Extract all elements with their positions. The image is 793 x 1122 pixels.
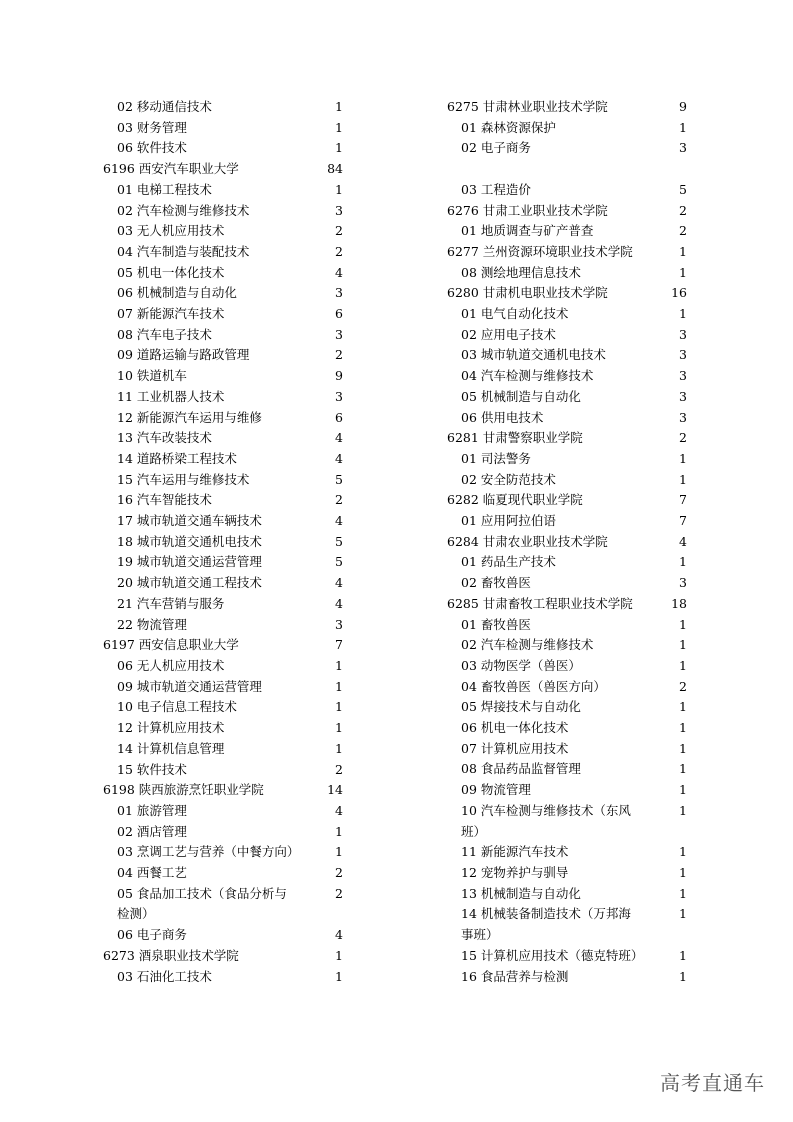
- school-row: [447, 532, 687, 553]
- major-row: [447, 573, 687, 594]
- major-name: 12 宠物养护与驯导: [461, 865, 569, 880]
- major-row: [447, 677, 687, 698]
- enrollment-count: 1: [335, 947, 343, 963]
- major-name: 14 机械装备制造技术（万邦海事班）: [461, 906, 631, 943]
- major-name: 04 汽车制造与装配技术: [117, 243, 250, 259]
- enrollment-count: 7: [335, 637, 343, 653]
- major-name: 05 机械制造与自动化: [461, 388, 581, 404]
- school-name: 6284 甘肃农业职业技术学院: [447, 533, 608, 549]
- enrollment-count: 3: [679, 368, 687, 384]
- major-row: [447, 863, 687, 884]
- major-row: [447, 511, 687, 532]
- school-row: [447, 428, 687, 449]
- major-name: 07 计算机应用技术: [461, 740, 569, 756]
- major-name: 10 铁道机车: [117, 368, 187, 384]
- major-row: [103, 760, 343, 781]
- major-row: [447, 138, 687, 159]
- major-name: 09 道路运输与路政管理: [117, 347, 250, 363]
- major-row: [103, 325, 343, 346]
- major-name: 06 机械制造与自动化: [117, 285, 237, 301]
- major-row: [103, 201, 343, 222]
- major-row: [103, 842, 343, 863]
- major-row: [103, 511, 343, 532]
- major-name: 02 移动通信技术: [117, 99, 212, 114]
- major-row: [447, 345, 687, 366]
- major-name: 11 新能源汽车技术: [461, 844, 569, 860]
- major-name: 03 财务管理: [117, 119, 187, 135]
- major-row: [103, 615, 343, 636]
- enrollment-count: 4: [335, 595, 343, 611]
- enrollment-count: 7: [679, 513, 687, 529]
- major-name: 15 软件技术: [117, 761, 187, 777]
- school-row: [103, 946, 343, 967]
- enrollment-count: 2: [335, 223, 343, 239]
- major-name: 01 应用阿拉伯语: [461, 513, 556, 529]
- major-row: [447, 739, 687, 760]
- school-row: [447, 490, 687, 511]
- major-row: [103, 283, 343, 304]
- enrollment-count: 2: [335, 885, 343, 901]
- enrollment-count: 3: [679, 326, 687, 342]
- major-row: [447, 552, 687, 573]
- school-row: [103, 635, 343, 656]
- enrollment-count: 2: [335, 492, 343, 508]
- major-row: [447, 946, 687, 967]
- major-name: 03 石油化工技术: [117, 968, 212, 984]
- major-row: [447, 366, 687, 387]
- enrollment-count: 1: [335, 699, 343, 715]
- major-name: 19 城市轨道交通运营管理: [117, 554, 262, 570]
- major-name: 02 酒店管理: [117, 823, 187, 839]
- enrollment-count: 1: [679, 740, 687, 756]
- enrollment-count: 1: [679, 782, 687, 798]
- left-column: [103, 97, 343, 987]
- enrollment-count: 2: [679, 678, 687, 694]
- major-name: 15 计算机应用技术（德克特班）: [461, 947, 644, 963]
- enrollment-count: 3: [335, 388, 343, 404]
- enrollment-count: 1: [335, 99, 343, 114]
- major-name: 01 畜牧兽医: [461, 616, 531, 632]
- major-row: [103, 739, 343, 760]
- major-row: [447, 656, 687, 677]
- major-row: [447, 118, 687, 139]
- major-row: [103, 573, 343, 594]
- major-row: [103, 677, 343, 698]
- enrollment-count: 1: [679, 720, 687, 736]
- school-row: [103, 159, 343, 180]
- major-name: 05 机电一体化技术: [117, 264, 225, 280]
- school-name: 6197 西安信息职业大学: [103, 637, 239, 653]
- major-row: [447, 263, 687, 284]
- enrollment-count: 4: [335, 513, 343, 529]
- enrollment-count: 3: [335, 326, 343, 342]
- major-name: 12 计算机应用技术: [117, 720, 225, 736]
- enrollment-count: 2: [335, 347, 343, 363]
- major-row: [447, 635, 687, 656]
- enrollment-count: 3: [679, 575, 687, 591]
- enrollment-count: 1: [335, 720, 343, 736]
- major-name: 01 药品生产技术: [461, 554, 556, 570]
- major-name: 22 物流管理: [117, 616, 187, 632]
- major-name: 03 动物医学（兽医）: [461, 657, 581, 673]
- school-name: 6276 甘肃工业职业技术学院: [447, 202, 608, 218]
- major-name: 02 应用电子技术: [461, 326, 556, 342]
- major-name: 01 司法警务: [461, 450, 531, 466]
- major-name: 12 新能源汽车运用与维修: [117, 409, 262, 425]
- major-name: 02 汽车检测与维修技术: [117, 202, 250, 218]
- major-row: [103, 221, 343, 242]
- enrollment-count: 4: [335, 450, 343, 466]
- major-row: [103, 697, 343, 718]
- school-name: 6277 兰州资源环境职业技术学院: [447, 243, 633, 259]
- school-row: [447, 242, 687, 263]
- major-row: [103, 408, 343, 429]
- school-row: [447, 97, 687, 118]
- major-row: [447, 759, 687, 780]
- watermark-text: 高考直通车: [660, 1071, 765, 1095]
- major-row: [103, 718, 343, 739]
- enrollment-count: 18: [671, 595, 687, 611]
- major-row: [103, 263, 343, 284]
- major-row: [103, 304, 343, 325]
- enrollment-count: 14: [327, 782, 343, 798]
- major-name: 06 机电一体化技术: [461, 720, 569, 736]
- major-row: [447, 718, 687, 739]
- major-row: [103, 656, 343, 677]
- enrollment-count: 1: [679, 450, 687, 466]
- major-name: 02 畜牧兽医: [461, 575, 531, 591]
- major-row: [103, 97, 343, 118]
- major-row: [103, 967, 343, 988]
- major-name: 15 汽车运用与维修技术: [117, 471, 250, 487]
- major-name: 08 食品药品监督管理: [461, 761, 581, 777]
- major-name: 06 软件技术: [117, 140, 187, 156]
- major-name: 03 无人机应用技术: [117, 223, 225, 239]
- enrollment-count: 5: [335, 471, 343, 487]
- enrollment-count: 7: [679, 492, 687, 508]
- major-row: [103, 470, 343, 491]
- enrollment-count: 1: [335, 844, 343, 860]
- major-row: [103, 366, 343, 387]
- enrollment-count: 1: [679, 637, 687, 653]
- major-name: 04 汽车检测与维修技术: [461, 368, 594, 384]
- school-row: [447, 201, 687, 222]
- major-name: 02 电子商务: [461, 140, 531, 156]
- major-name: 17 城市轨道交通车辆技术: [117, 513, 262, 529]
- major-row: [447, 408, 687, 429]
- enrollment-count: 1: [679, 554, 687, 570]
- major-name: 14 计算机信息管理: [117, 740, 225, 756]
- enrollment-count: 2: [335, 761, 343, 777]
- enrollment-count: 4: [335, 802, 343, 818]
- major-name: 09 物流管理: [461, 782, 531, 798]
- enrollment-count: 1: [679, 761, 687, 777]
- enrollment-count: 4: [679, 533, 687, 549]
- major-row: [103, 594, 343, 615]
- enrollment-count: 1: [679, 844, 687, 860]
- major-row: [447, 697, 687, 718]
- major-name: 16 汽车智能技术: [117, 492, 212, 508]
- major-name: 01 旅游管理: [117, 802, 187, 818]
- enrollment-count: 3: [679, 140, 687, 156]
- enrollment-count: 1: [335, 740, 343, 756]
- school-name: 6275 甘肃林业职业技术学院: [447, 99, 608, 114]
- enrollment-count: 1: [335, 140, 343, 156]
- enrollment-count: 6: [335, 409, 343, 425]
- major-row: [103, 428, 343, 449]
- major-row: [103, 532, 343, 553]
- enrollment-count: 9: [679, 99, 687, 114]
- school-name: 6282 临夏现代职业学院: [447, 492, 583, 508]
- enrollment-count: 4: [335, 430, 343, 446]
- school-name: 6280 甘肃机电职业技术学院: [447, 285, 608, 301]
- major-row: [103, 863, 343, 884]
- enrollment-count: 4: [335, 264, 343, 280]
- major-row: [103, 801, 343, 822]
- enrollment-count: 1: [679, 802, 687, 818]
- major-name: 13 汽车改装技术: [117, 430, 212, 446]
- enrollment-count: 4: [335, 575, 343, 591]
- enrollment-count: 2: [335, 243, 343, 259]
- school-row: [447, 594, 687, 615]
- enrollment-count: 1: [679, 906, 687, 922]
- major-row: [103, 449, 343, 470]
- major-row: [447, 449, 687, 470]
- major-row: [103, 884, 343, 925]
- enrollment-count: 3: [679, 347, 687, 363]
- major-row: [103, 345, 343, 366]
- enrollment-count: 1: [679, 699, 687, 715]
- major-row: [447, 304, 687, 325]
- blank-row: [447, 159, 687, 180]
- major-row: [447, 904, 687, 945]
- major-row: [103, 925, 343, 946]
- major-name: 08 测绘地理信息技术: [461, 264, 581, 280]
- major-name: 01 地质调查与矿产普查: [461, 223, 594, 239]
- enrollment-count: 1: [679, 243, 687, 259]
- major-name: 05 焊接技术与自动化: [461, 699, 581, 715]
- major-name: 13 机械制造与自动化: [461, 885, 581, 901]
- school-name: 6281 甘肃警察职业学院: [447, 430, 583, 446]
- major-row: [103, 822, 343, 843]
- major-name: 06 电子商务: [117, 927, 187, 943]
- major-name: 03 工程造价: [461, 181, 531, 197]
- major-row: [103, 490, 343, 511]
- enrollment-count: 3: [679, 409, 687, 425]
- enrollment-count: 1: [679, 306, 687, 322]
- major-name: 03 城市轨道交通机电技术: [461, 347, 606, 363]
- major-name: 21 汽车营销与服务: [117, 595, 225, 611]
- major-name: 06 无人机应用技术: [117, 657, 225, 673]
- major-row: [447, 884, 687, 905]
- major-name: 02 安全防范技术: [461, 471, 556, 487]
- major-row: [447, 470, 687, 491]
- major-name: 01 电气自动化技术: [461, 306, 569, 322]
- enrollment-count: 9: [335, 368, 343, 384]
- enrollment-count: 2: [679, 430, 687, 446]
- major-row: [103, 552, 343, 573]
- major-name: 03 烹调工艺与营养（中餐方向）: [117, 844, 300, 860]
- major-name: 05 食品加工技术（食品分析与检测）: [117, 885, 287, 922]
- major-row: [103, 180, 343, 201]
- enrollment-count: 1: [335, 119, 343, 135]
- enrollment-count: 1: [679, 947, 687, 963]
- major-name: 11 工业机器人技术: [117, 388, 225, 404]
- school-name: 6198 陕西旅游烹饪职业学院: [103, 782, 264, 798]
- school-name: 6273 酒泉职业技术学院: [103, 947, 239, 963]
- enrollment-count: 1: [679, 968, 687, 984]
- major-row: [447, 967, 687, 988]
- enrollment-count: 2: [679, 223, 687, 239]
- enrollment-count: 1: [679, 616, 687, 632]
- major-row: [447, 842, 687, 863]
- major-row: [447, 801, 687, 842]
- school-row: [447, 283, 687, 304]
- enrollment-count: 3: [335, 202, 343, 218]
- enrollment-count: 16: [671, 285, 687, 301]
- major-name: 14 道路桥梁工程技术: [117, 450, 237, 466]
- major-name: 20 城市轨道交通工程技术: [117, 575, 262, 591]
- enrollment-count: 1: [679, 264, 687, 280]
- major-name: 01 森林资源保护: [461, 119, 556, 135]
- major-name: 04 西餐工艺: [117, 865, 187, 881]
- major-name: 18 城市轨道交通机电技术: [117, 533, 262, 549]
- major-row: [447, 780, 687, 801]
- enrollment-count: 1: [335, 657, 343, 673]
- major-name: 09 城市轨道交通运营管理: [117, 678, 262, 694]
- enrollment-count: 1: [335, 678, 343, 694]
- school-name: 6196 西安汽车职业大学: [103, 161, 239, 177]
- enrollment-count: 3: [335, 285, 343, 301]
- major-row: [103, 242, 343, 263]
- enrollment-count: 3: [679, 388, 687, 404]
- enrollment-count: 1: [679, 119, 687, 135]
- major-row: [447, 615, 687, 636]
- school-name: 6285 甘肃畜牧工程职业技术学院: [447, 595, 633, 611]
- major-row: [447, 387, 687, 408]
- enrollment-count: 6: [335, 306, 343, 322]
- enrollment-count: 5: [335, 554, 343, 570]
- major-name: 10 汽车检测与维修技术（东风班）: [461, 802, 631, 839]
- enrollment-count: 2: [679, 202, 687, 218]
- enrollment-count: 1: [679, 471, 687, 487]
- enrollment-count: 1: [679, 865, 687, 880]
- enrollment-count: 5: [335, 533, 343, 549]
- enrollment-count: 1: [679, 657, 687, 673]
- major-row: [103, 118, 343, 139]
- enrollment-count: 2: [335, 865, 343, 881]
- major-row: [103, 387, 343, 408]
- major-name: 04 畜牧兽医（兽医方向）: [461, 678, 606, 694]
- major-name: 16 食品营养与检测: [461, 968, 569, 984]
- enrollment-count: 1: [679, 885, 687, 901]
- enrollment-count: 5: [679, 181, 687, 197]
- major-name: 06 供用电技术: [461, 409, 544, 425]
- enrollment-count: 1: [335, 823, 343, 839]
- right-column: [447, 97, 687, 987]
- enrollment-count: 4: [335, 927, 343, 943]
- enrollment-count: 1: [335, 968, 343, 984]
- enrollment-count: 1: [335, 181, 343, 197]
- major-row: [447, 180, 687, 201]
- enrollment-count: 3: [335, 616, 343, 632]
- major-name: 01 电梯工程技术: [117, 181, 212, 197]
- major-row: [447, 325, 687, 346]
- major-name: 02 汽车检测与维修技术: [461, 637, 594, 653]
- major-name: 10 电子信息工程技术: [117, 699, 237, 715]
- enrollment-count: 84: [327, 161, 343, 177]
- major-row: [103, 138, 343, 159]
- major-name: 08 汽车电子技术: [117, 326, 212, 342]
- school-row: [103, 780, 343, 801]
- major-row: [447, 221, 687, 242]
- major-name: 07 新能源汽车技术: [117, 306, 225, 322]
